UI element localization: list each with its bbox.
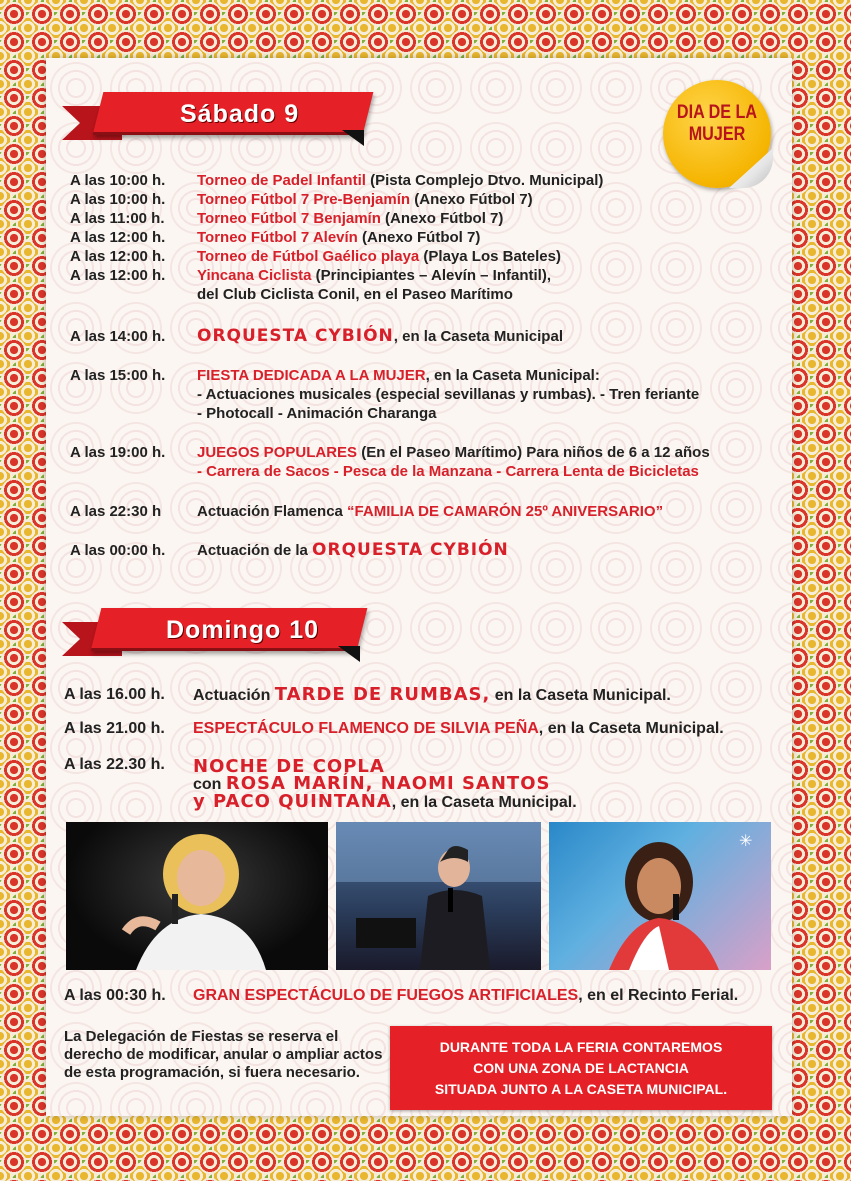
list-item-continuation: y PACO QUINTANA, en la Caseta Municipal. (193, 791, 577, 812)
singer-silhouette-icon (336, 822, 541, 970)
list-item-continuation: con ROSA MARÍN, NAOMI SANTOS (193, 773, 551, 794)
singer-silhouette-icon (66, 822, 328, 970)
saturday-title: Sábado 9 (180, 100, 300, 128)
list-item-continuation: - Carrera de Sacos - Pesca de la Manzana - Carrera Lenta de Bicicletas (197, 463, 699, 480)
sunday-title: Domingo 10 (166, 616, 320, 644)
singer-silhouette-icon (549, 822, 771, 970)
dia-de-la-mujer-badge (663, 80, 771, 188)
list-item-continuation: - Photocall - Animación Charanga (197, 405, 437, 422)
list-item-continuation: del Club Ciclista Conil, en el Paseo Marítimo (197, 286, 513, 303)
badge-line-1: DIA DE LA (676, 102, 758, 123)
photo-rosa-marin (66, 822, 328, 970)
lactancia-line-1: DURANTE TODA LA FERIA CONTAREMOS (439, 1038, 723, 1055)
svg-text:✳: ✳ (739, 831, 753, 850)
lactancia-notice (390, 1026, 772, 1110)
lactancia-line-3: SITUADA JUNTO A LA CASETA MUNICIPAL. (434, 1080, 728, 1097)
badge-line-2: MUJER (688, 124, 746, 145)
photo-paco-quintana (336, 822, 541, 970)
list-item-continuation: - Actuaciones musicales (especial sevillanas y rumbas). - Tren feriante (197, 386, 700, 403)
saturday-ribbon (62, 92, 362, 144)
lactancia-line-2: CON UNA ZONA DE LACTANCIA (473, 1059, 689, 1076)
disclaimer-text: La Delegación de Fiestas se reserva el derecho de modificar, anular o ampliar actos de esta programación, si fuera necesario. (64, 1028, 383, 1081)
photo-naomi-santos (549, 822, 771, 970)
sunday-ribbon (62, 608, 362, 660)
